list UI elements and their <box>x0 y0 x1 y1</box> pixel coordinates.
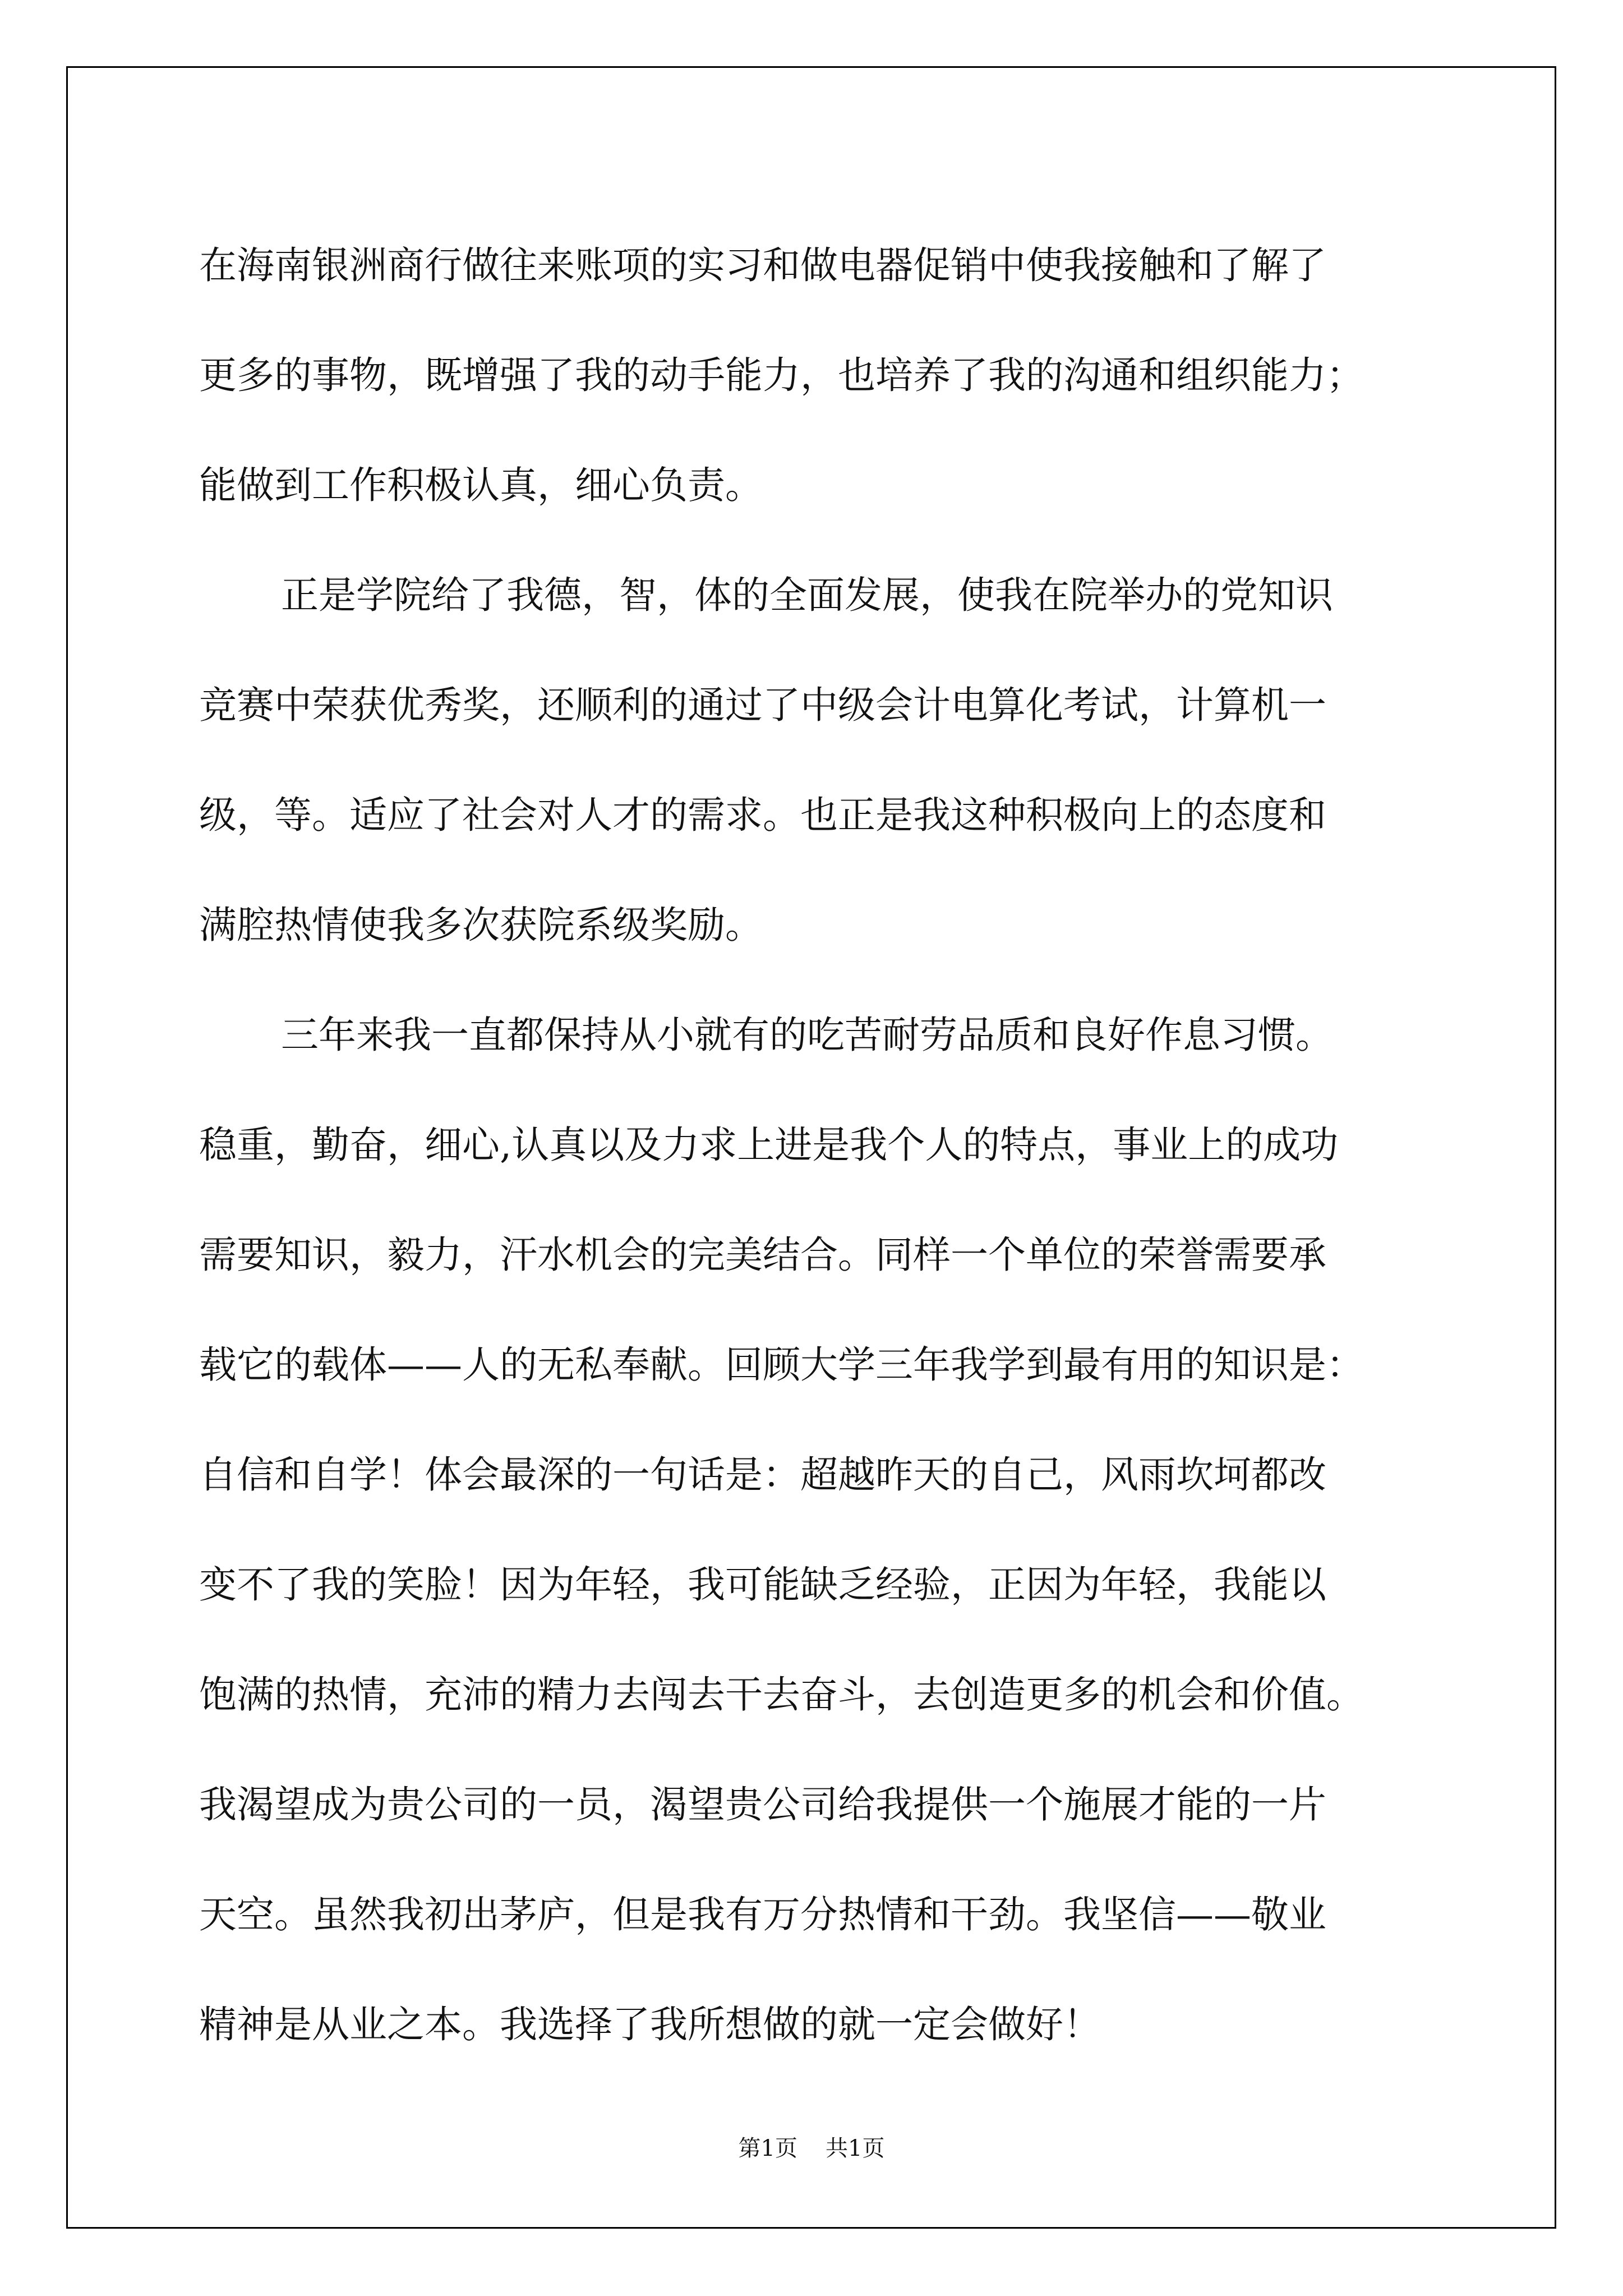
text-line-11: 载它的载体——人的无私奉献。回顾大学三年我学到最有用的知识是： <box>199 1343 1364 1387</box>
text-line-4: 正是学院给了我德，智，体的全面发展，使我在院举办的党知识 <box>281 573 1333 617</box>
text-line-13: 变不了我的笑脸！因为年轻，我可能缺乏经验，正因为年轻，我能以 <box>199 1563 1326 1607</box>
text-line-9: 稳重，勤奋，细心,认真以及力求上进是我个人的特点，事业上的成功 <box>199 1123 1339 1167</box>
page-total: 共1页 <box>826 2136 885 2161</box>
text-line-1: 在海南银洲商行做往来账项的实习和做电器促销中使我接触和了解了 <box>199 243 1326 287</box>
text-line-16: 天空。虽然我初出茅庐，但是我有万分热情和干劲。我坚信——敬业 <box>199 1893 1326 1936</box>
text-line-5: 竞赛中荣获优秀奖，还顺利的通过了中级会计电算化考试，计算机一 <box>199 683 1326 727</box>
text-line-10: 需要知识，毅力，汗水机会的完美结合。同样一个单位的荣誉需要承 <box>199 1233 1326 1277</box>
document-body <box>199 210 1455 2079</box>
text-line-12: 自信和自学！体会最深的一句话是：超越昨天的自己，风雨坎坷都改 <box>199 1453 1326 1497</box>
page-footer <box>0 2134 1623 2162</box>
text-line-8: 三年来我一直都保持从小就有的吃苦耐劳品质和良好作息习惯。 <box>281 1013 1333 1057</box>
text-line-3: 能做到工作积极认真，细心负责。 <box>199 463 763 507</box>
page-number: 第1页 <box>738 2136 797 2161</box>
text-line-14: 饱满的热情，充沛的精力去闯去干去奋斗，去创造更多的机会和价值。 <box>199 1673 1364 1717</box>
text-line-7: 满腔热情使我多次获院系级奖励。 <box>199 903 763 947</box>
text-line-6: 级，等。适应了社会对人才的需求。也正是我这种积极向上的态度和 <box>199 793 1326 837</box>
text-line-17: 精神是从业之本。我选择了我所想做的就一定会做好！ <box>199 2003 1101 2046</box>
text-line-15: 我渴望成为贵公司的一员，渴望贵公司给我提供一个施展才能的一片 <box>199 1783 1326 1826</box>
text-line-2: 更多的事物，既增强了我的动手能力，也培养了我的沟通和组织能力； <box>199 353 1364 397</box>
